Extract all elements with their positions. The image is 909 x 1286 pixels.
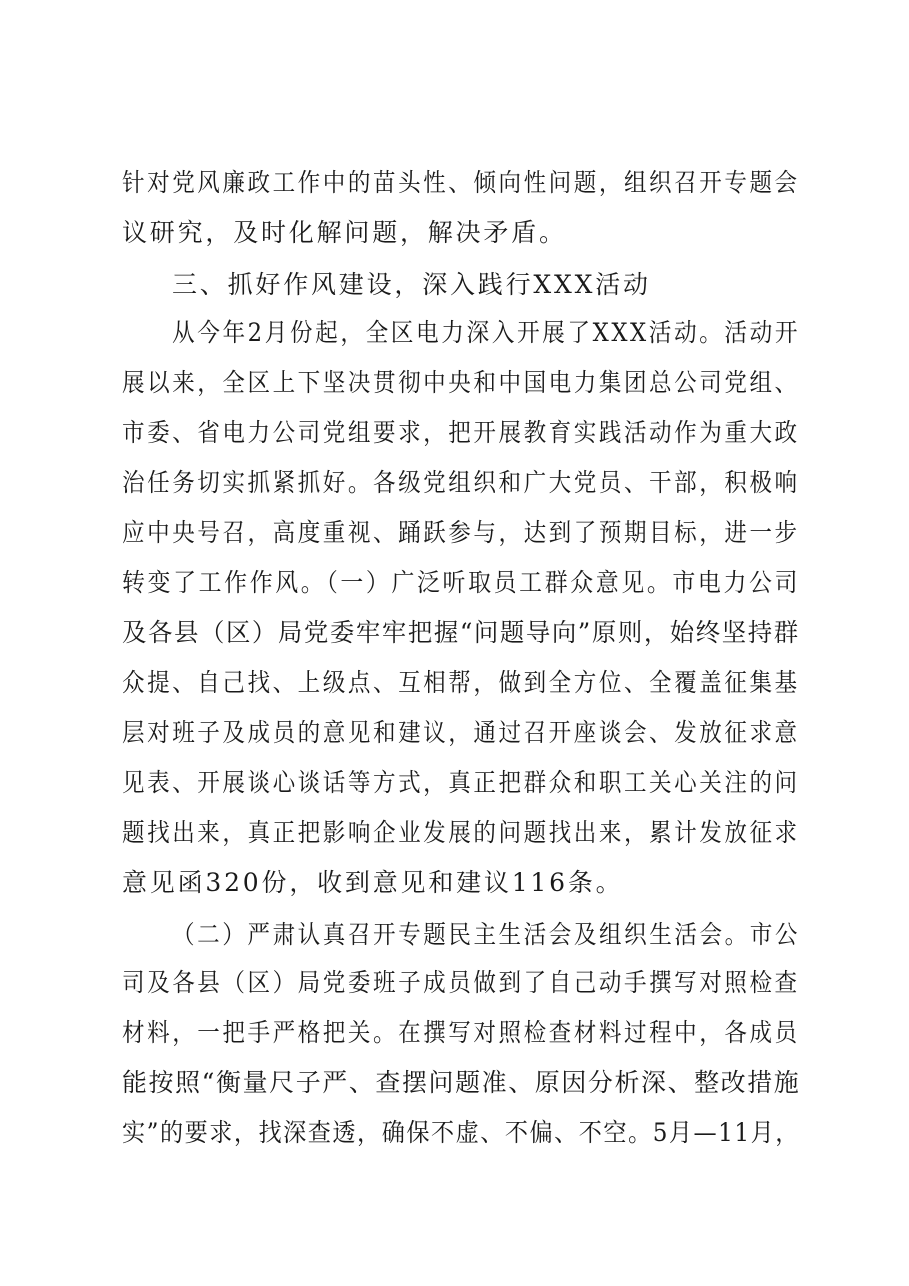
body-text-line: 及各县（区）局党委牢牢把握“问题导向”原则，始终坚持群	[122, 618, 800, 647]
body-text-line: 市委、省电力公司党组要求，把开展教育实践活动作为重大政	[122, 418, 800, 447]
body-text-line: 实”的要求，找深查透，确保不虚、不偏、不空。5月—11月，	[122, 1118, 800, 1147]
body-text-line: 题找出来，真正把影响企业发展的问题找出来，累计发放征求	[122, 818, 800, 847]
body-text-line: 司及各县（区）局党委班子成员做到了自己动手撰写对照检查	[122, 968, 800, 997]
body-text-line: 针对党风廉政工作中的苗头性、倾向性问题，组织召开专题会	[122, 168, 800, 197]
body-text-line: 层对班子及成员的意见和建议，通过召开座谈会、发放征求意	[122, 718, 800, 747]
body-text-line: 转变了工作作风。（一）广泛听取员工群众意见。市电力公司	[122, 568, 801, 597]
body-text-line: 能按照“衡量尺子严、查摆问题准、原因分析深、整改措施	[122, 1068, 801, 1097]
body-text-line: 应中央号召，高度重视、踊跃参与，达到了预期目标，进一步	[122, 518, 800, 547]
body-text-line: 议研究，及时化解问题，解决矛盾。	[122, 218, 567, 247]
body-text-line: （二）严肃认真召开专题民主生活会及组织生活会。市公	[172, 920, 801, 949]
body-text-line: 展以来，全区上下坚决贯彻中央和中国电力集团总公司党组、	[122, 368, 800, 397]
section-heading: 三、抓好作风建设，深入践行XXX活动	[172, 270, 651, 299]
body-text-line: 从今年2月份起，全区电力深入开展了XXX活动。活动开	[172, 318, 801, 347]
body-text-line: 治任务切实抓紧抓好。各级党组织和广大党员、干部，积极响	[122, 468, 800, 497]
body-text-line: 材料，一把手严格把关。在撰写对照检查材料过程中，各成员	[122, 1018, 800, 1047]
body-text-line: 意见函320份，收到意见和建议116条。	[122, 868, 624, 897]
body-text-line: 众提、自己找、上级点、互相帮，做到全方位、全覆盖征集基	[122, 668, 800, 697]
body-text-line: 见表、开展谈心谈话等方式，真正把群众和职工关心关注的问	[122, 768, 800, 797]
